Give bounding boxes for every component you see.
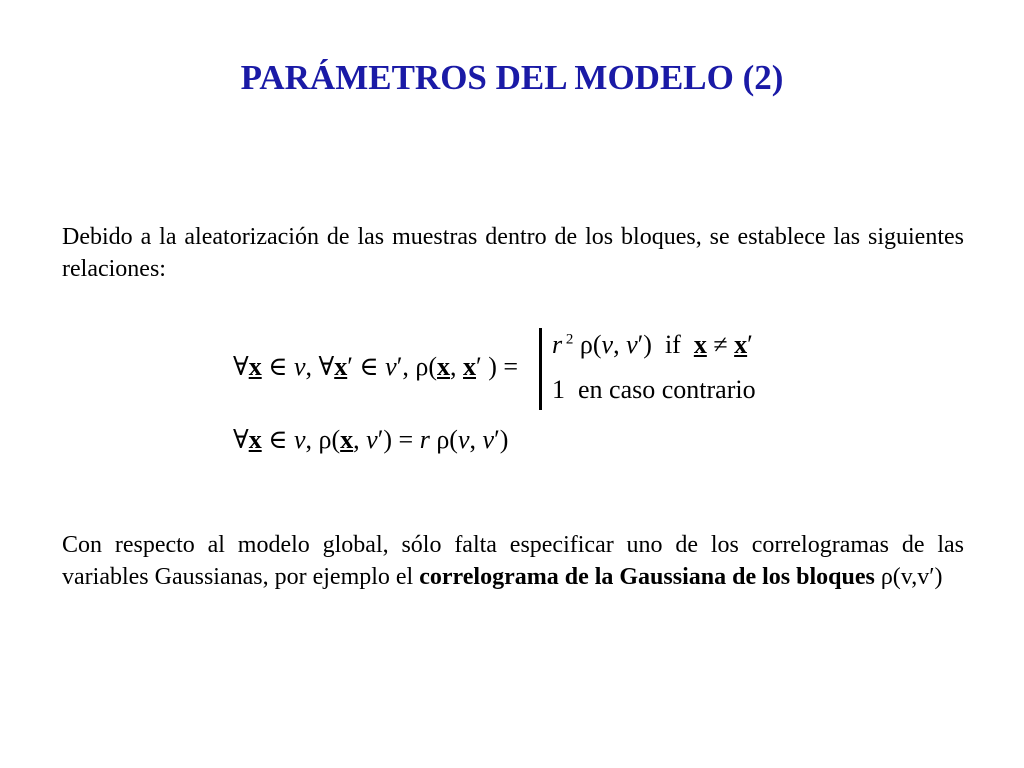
equation-1-case-1: r $^2$ ρ(v, v′) if x ≠ x′ [552,330,753,359]
conclusion-paragraph [62,529,964,593]
equation-1-lhs: ∀x ∈ v, ∀x′ ∈ v′, ρ(x, x′ ) = [233,352,519,381]
conclusion-bold-text: correlograma de la Gaussiana de los bloques [419,564,875,590]
intro-paragraph: Debido a la aleatorización de las muestras dentro de los bloques, se establece las siguientes relaciones: [62,224,964,282]
slide-title: PARÁMETROS DEL MODELO (2) [240,58,784,97]
equation-1-case-2: 1 en caso contrario [552,375,756,404]
conclusion-tail: ρ(v,v′) [874,564,943,590]
equation-2: ∀x ∈ v, ρ(x, v′) = r ρ(v, v′) [233,425,509,454]
case-bracket [539,328,542,410]
conclusion-text: Con respecto al modelo global, sólo falta especificar uno de los correlogramas de las variables Gaussianas, por ejemplo el [62,532,964,590]
